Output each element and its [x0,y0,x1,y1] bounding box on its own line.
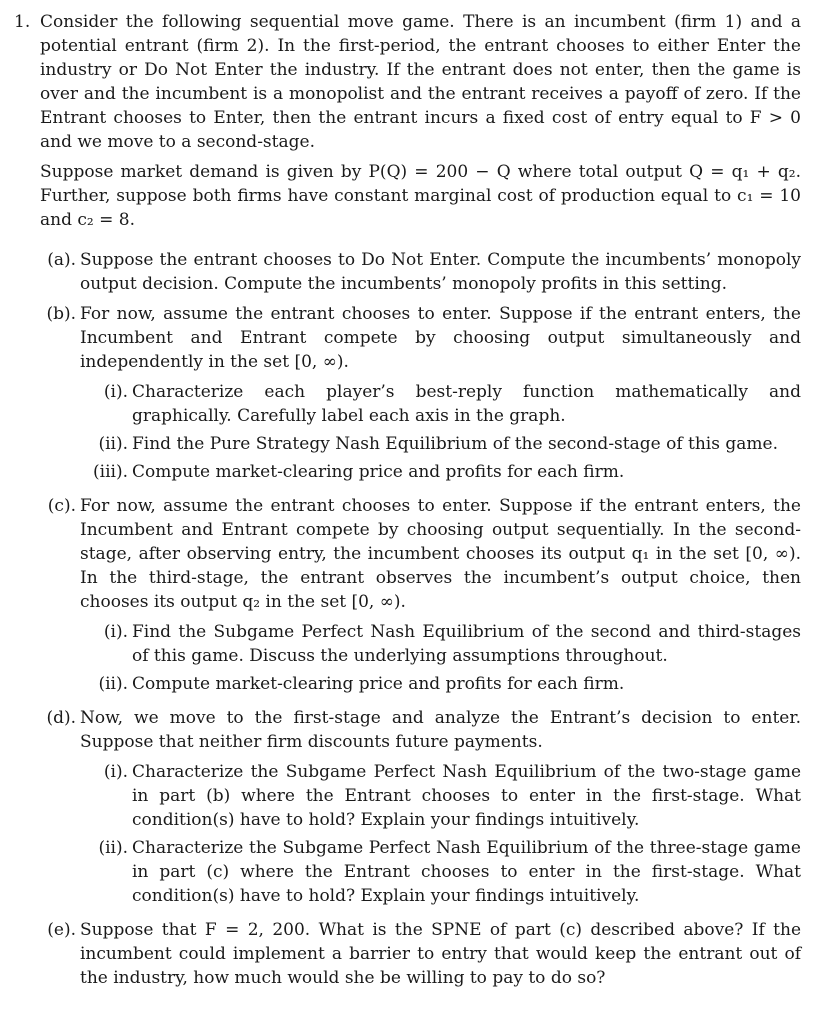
problem-number: 1. [14,12,31,32]
problem-setup: Suppose market demand is given by P(Q) = 200 − Q where total output Q = q₁ + q₂. Further, suppose both firms have constant marginal cost of production equal to c₁ = 10 and c₂ = 8. [40,162,801,230]
problem-body [40,10,801,248]
part-c [40,494,801,700]
sub-list [80,380,801,484]
part-text: For now, assume the entrant chooses to enter. Suppose if the entrant enters, the Incumbent and Entrant compete by choosing output sequentially. In the second-stage, after observing entry, the incumbent chooses its output q₁ in the set [0, ∞). In the third-stage, the entrant observes the incumbent’s output choice, then chooses its output q₂ in the set [0, ∞). [80,496,801,612]
subpart-text: Compute market-clearing price and profits for each firm. [132,674,625,694]
part-text: Suppose the entrant chooses to Do Not Enter. Compute the incumbents’ monopoly output decision. Compute the incumbents’ monopoly profits in this setting. [80,250,801,294]
part-label: (d). [46,708,76,728]
sub-list [80,760,801,908]
part-body [80,302,801,488]
subpart-c-i [80,620,801,668]
subpart-b-iii [80,460,801,484]
subpart-label: (i). [103,762,128,782]
part-a [40,248,801,296]
part-body [80,494,801,700]
subpart-label: (i). [103,382,128,402]
subpart-d-ii [80,836,801,908]
subpart-text: Characterize each player’s best-reply function mathematically and graphically. Carefully label each axis in the graph. [132,382,801,426]
subpart-label: (i). [103,622,128,642]
subpart-text: Characterize the Subgame Perfect Nash Equilibrium of the three-stage game in part (c) where the Entrant chooses to enter in the first-stage. What condition(s) have to hold? Explain your findings intuitively. [132,838,801,906]
subpart-label: (ii). [98,674,128,694]
subpart-text: Find the Subgame Perfect Nash Equilibrium of the second and third-stages of this game. Discuss the underlying assumptions throughout. [132,622,801,666]
part-d [40,706,801,912]
subpart-text: Compute market-clearing price and profits for each firm. [132,462,625,482]
subpart-label: (iii). [93,462,128,482]
part-b [40,302,801,488]
subpart-b-ii [80,432,801,456]
part-label: (b). [46,304,76,324]
sub-list [80,620,801,696]
part-text: For now, assume the entrant chooses to enter. Suppose if the entrant enters, the Incumbent and Entrant compete by choosing output simultaneously and independently in the set [0, ∞). [80,304,801,372]
part-text: Suppose that F = 2, 200. What is the SPNE of part (c) described above? If the incumbent could implement a barrier to entry that would keep the entrant out of the industry, how much would she be willing to pay to do so? [80,920,801,988]
problem-1 [14,10,801,248]
part-body [80,706,801,912]
subpart-text: Characterize the Subgame Perfect Nash Equilibrium of the two-stage game in part (b) where the Entrant chooses to enter in the first-stage. What condition(s) have to hold? Explain your findings intuitively. [132,762,801,830]
problem-intro: Consider the following sequential move game. There is an incumbent (firm 1) and a potential entrant (firm 2). In the first-period, the entrant chooses to either Enter the industry or Do Not Enter the industry. If the entrant does not enter, then the game is over and the incumbent is a monopolist and the entrant receives a payoff of zero. If the Entrant chooses to Enter, then the entrant incurs a fixed cost of entry equal to F > 0 and we move to a second-stage. [40,12,801,152]
subpart-label: (ii). [98,838,128,858]
subpart-c-ii [80,672,801,696]
part-text: Now, we move to the first-stage and analyze the Entrant’s decision to enter. Suppose that neither firm discounts future payments. [80,708,801,752]
part-e [40,918,801,990]
part-label: (a). [47,250,76,270]
part-label: (c). [47,496,76,516]
subpart-b-i [80,380,801,428]
subpart-label: (ii). [98,434,128,454]
subpart-d-i [80,760,801,832]
part-label: (e). [47,920,76,940]
subpart-text: Find the Pure Strategy Nash Equilibrium of the second-stage of this game. [132,434,778,454]
